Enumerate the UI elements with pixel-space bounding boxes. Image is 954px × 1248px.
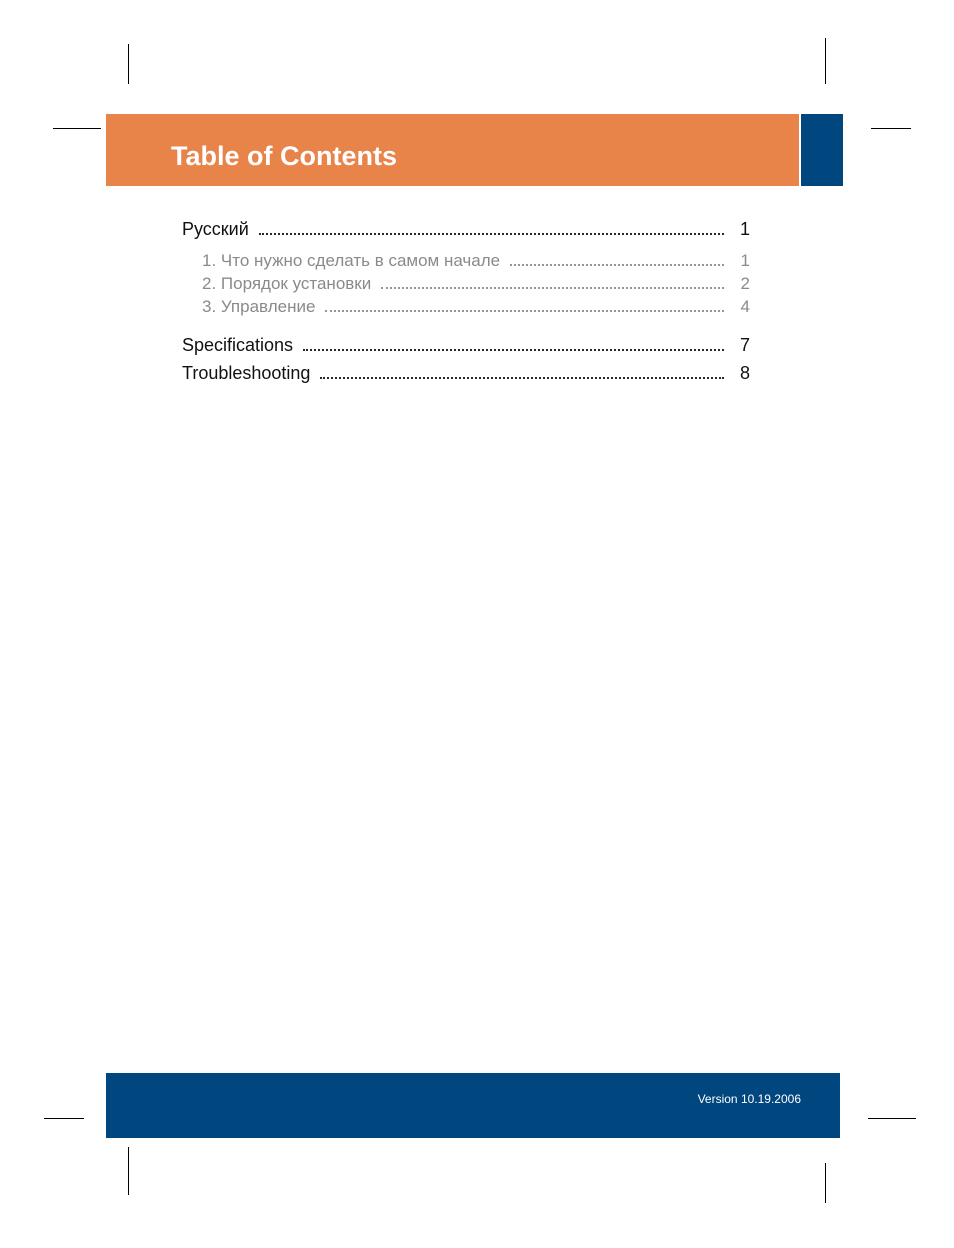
footer-bar bbox=[106, 1073, 840, 1138]
toc-entry-page: 2 bbox=[740, 274, 750, 293]
toc-entry-page: 1 bbox=[739, 219, 750, 239]
crop-mark-bottom-left-horizontal bbox=[44, 1118, 84, 1119]
toc-entry-russian[interactable] bbox=[182, 214, 750, 240]
page-title: Table of Contents bbox=[171, 141, 397, 171]
header-accent-block bbox=[801, 114, 843, 186]
dot-leader bbox=[303, 349, 724, 351]
toc-entry-label: Troubleshooting bbox=[182, 363, 311, 383]
crop-mark-bottom-right-vertical bbox=[825, 1163, 826, 1203]
toc-entry-page: 7 bbox=[739, 335, 750, 355]
crop-mark-top-left-horizontal bbox=[53, 128, 101, 129]
toc-entry-label: Specifications bbox=[182, 335, 294, 355]
dot-leader bbox=[325, 310, 724, 312]
version-label: Version 10.19.2006 bbox=[697, 1092, 801, 1106]
toc-entry-label: 2. Порядок установки bbox=[202, 274, 372, 293]
crop-mark-bottom-right-horizontal bbox=[868, 1118, 916, 1119]
toc-entry-page: 1 bbox=[740, 251, 750, 270]
crop-mark-bottom-left-vertical bbox=[128, 1147, 129, 1195]
toc-entry-management[interactable] bbox=[202, 291, 750, 317]
toc-entry-label: Русский bbox=[182, 219, 249, 239]
toc-entry-page: 4 bbox=[740, 297, 750, 316]
dot-leader bbox=[510, 264, 724, 266]
toc-entry-specifications[interactable] bbox=[182, 330, 750, 356]
toc-entry-label: 1. Что нужно сделать в самом начале bbox=[202, 251, 501, 270]
toc-entry-troubleshooting[interactable] bbox=[182, 358, 750, 384]
dot-leader bbox=[259, 233, 724, 235]
dot-leader bbox=[381, 287, 724, 289]
crop-mark-top-right-vertical bbox=[825, 38, 826, 84]
header-bar bbox=[106, 114, 799, 186]
crop-mark-top-left-vertical bbox=[128, 44, 129, 84]
dot-leader bbox=[320, 377, 724, 379]
crop-mark-top-right-horizontal bbox=[871, 128, 911, 129]
toc-entry-page: 8 bbox=[739, 363, 750, 383]
toc-entry-label: 3. Управление bbox=[202, 297, 316, 316]
